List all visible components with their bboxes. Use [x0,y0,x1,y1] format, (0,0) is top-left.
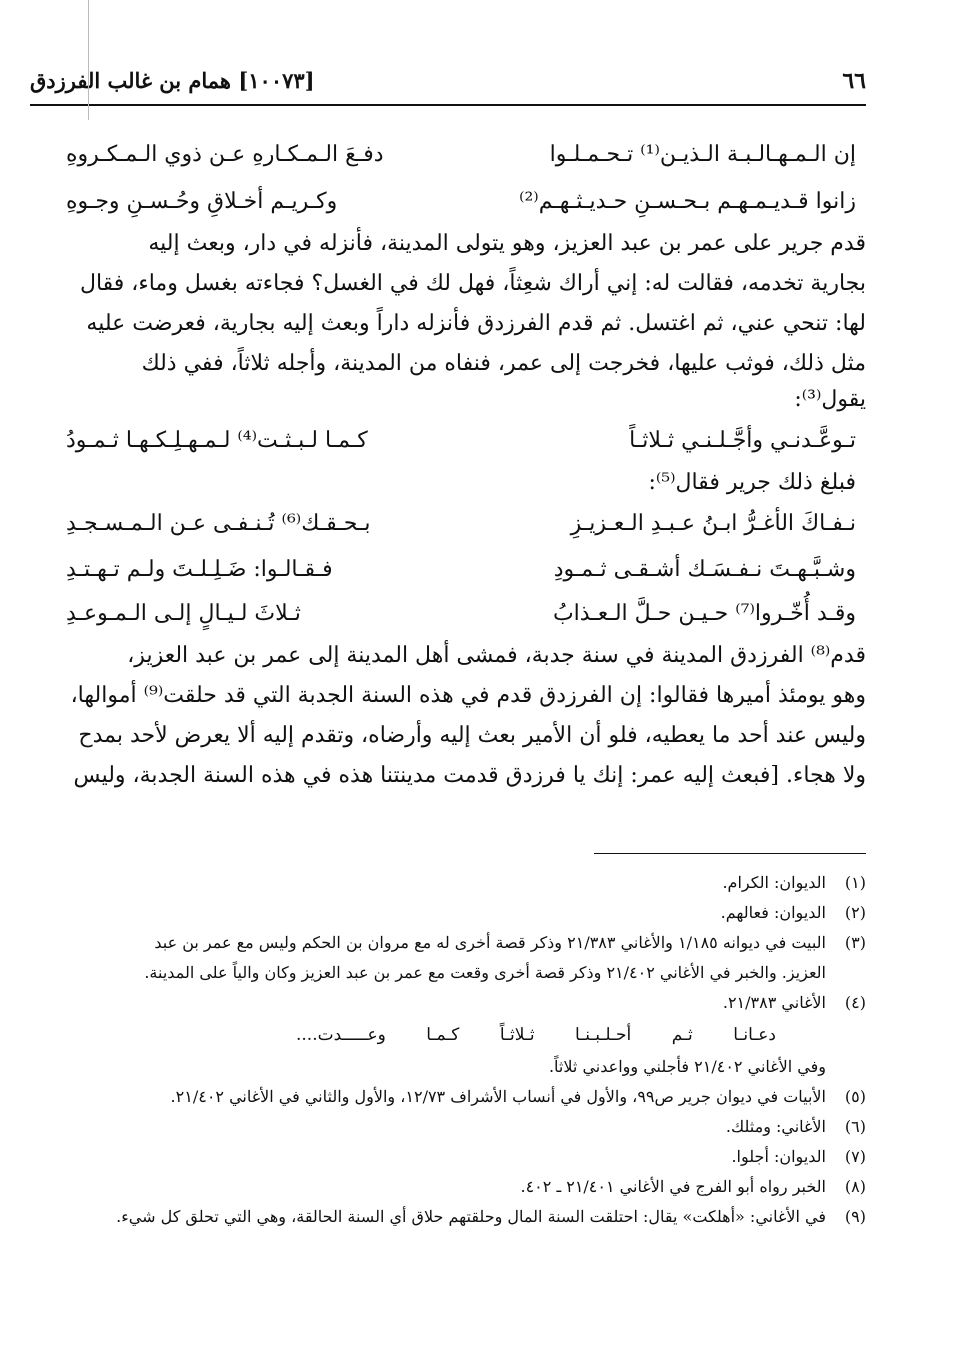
text-line: قدم جرير على عمر بن عبد العزيز، وهو يتولى المدينة، فأنزله في دار، وبعث إليه [148,231,866,256]
margin-mark [88,0,89,120]
footnote-rule [594,853,866,854]
footnote [60,898,866,928]
header-rule [30,104,866,106]
footnote-text: الأبيات في ديوان جرير ص٩٩، والأول في أنساب الأشراف ١٢/٧٣، والأول والثاني في الأغاني ٢١/٤٠٢. [170,1087,826,1106]
verse-hemistich: وشـبَّـهـتَ نـفـسَـك أشـقـى ثـمـودِ [553,557,856,582]
text-line: قدم⁽⁸⁾ الفرزدق المدينة في سنة جدبة، فمشى أهل المدينة إلى عمر بن عبد العزيز، [127,643,866,668]
footnote-verse-word: أحـلـبـنـا [575,1025,632,1045]
text-line: ولا هجاء. [فبعث إليه عمر: إنك يا فرزدق قدمت مدينتنا هذه في هذه السنة الجدبة، وليس [73,763,866,788]
footnote-number: (٣) [844,933,866,952]
footnote-number: (٢) [844,903,866,922]
footnote-line: العزيز. والخبر في الأغاني ٢١/٤٠٢ وذكر قصة أخرى وقعت مع عمر بن عبد العزيز وكان والياً على المدينة. [144,963,826,982]
footnote [60,1142,866,1172]
footnote-text: الأغاني: ومثلك. [725,1117,826,1136]
verse-line [34,180,866,224]
verse-hemistich: تـوعَّـدنـي وأجَّـلـنـي ثـلاثـاً [629,428,856,453]
footnote-subline: وفي الأغاني ٢١/٤٠٢ فأجلني وواعدني ثلاثاً. [548,1057,826,1076]
running-title: [١٠٠٧٣] همام بن غالب الفرزدق [30,68,315,93]
footnote [60,1112,866,1142]
footnote-text: الديوان: الكرام. [722,873,826,892]
footnote-verse-word: ثـلاثـاً [499,1025,535,1045]
footnote-verse-word: وعـــــدت.... [296,1025,386,1045]
paragraph [34,636,866,796]
verse-line [34,548,866,592]
page-number: ٦٦ [842,68,866,94]
footnote-verse [296,1018,776,1052]
footnote [60,1172,866,1202]
footnote [60,1082,866,1112]
footnote-line: البيت في ديوانه ١/١٨٥ والأغاني ٢١/٣٨٣ وذكر قصة أخرى له مع مروان بن الحكم وليس مع عمر بن عبد [154,933,826,952]
footnote [60,1202,866,1232]
footnote-number: (٩) [844,1207,866,1226]
paragraph [34,224,866,416]
verse-hemistich: كـمـا لـبـثـت⁽⁴⁾ لـمـهـلِـكـهـا ثـمـودُ [66,428,368,453]
verse-line [34,592,866,636]
footnote-verse-word: ثـم [671,1025,693,1045]
footnote-number: (٦) [844,1117,866,1136]
footnote-number: (٥) [844,1087,866,1106]
verse-hemistich: دفـعَ الـمـكـارهِ عـن ذوي الـمـكـروهِ [66,142,384,167]
verse-hemistich: ثـلاثَ لـيـالٍ إلـى الـمـوعـدِ [66,601,301,626]
verse-hemistich: وقـد أُخّـروا⁽⁷⁾ حـيـن حـلَّ الـعـذابُ [552,601,856,626]
footnote-number: (٨) [844,1177,866,1196]
footnote-text: الخبر رواه أبو الفرج في الأغاني ٢١/٤٠١ ـ ٤٠٢. [520,1177,826,1196]
footnote [60,988,866,1018]
footnote-text: الديوان: أجلوا. [731,1147,826,1166]
text-line: لها: تنحي عني، ثم اغتسل. ثم قدم الفرزدق فأنزله داراً وبعث إليه بجارية، فعرضت عليه [86,311,866,336]
footnote-verse-word: كـمـا [426,1025,460,1045]
footnote [60,928,866,988]
footnote-number: (٧) [844,1147,866,1166]
footnote-text: الديوان: فعالهم. [720,903,826,922]
verse-hemistich: وكـريـم أخـلاقِ وحُـسـنِ وجـوهِ [66,189,338,214]
verse-hemistich: إن الـمـهـالـبـة الـذيـن⁽¹⁾ تـحـمـلـوا [549,142,856,167]
footnote-text: الأغاني ٢١/٣٨٣. [722,993,826,1012]
verse-hemistich: نـفـاكَ الأغـرُّ ابـنُ عـبـدِ الـعـزيـزِ [570,511,856,536]
text-line: بجارية تخدمه، فقالت له: إني أراك شعِثاً، فهل لك في الغسل؟ فجاءته بغسل وماء، فقال [79,271,866,296]
verse-line [34,416,866,466]
main-text [34,130,866,796]
text-line: فبلغ ذلك جرير فقال⁽⁵⁾: [648,470,856,495]
verse-hemistich: زانوا قـديـمـهـم بـحـسـنِ حـديـثـهـم⁽²⁾ [519,189,856,214]
footnote [60,868,866,898]
footnote-text: في الأغاني: «أهلكت» يقال: احتلقت السنة المال وحلقتهم حلاق أي السنة الحالقة، وهي التي تحلق كل شيء. [116,1207,826,1226]
text-line: مثل ذلك، فوثب عليها، فخرجت إلى عمر، فنفاه من المدينة، وأجله ثلاثاً، ففي ذلك [141,351,866,376]
verse-hemistich: فـقـالـوا: ضَـلِـلـتَ ولـم تـهـتـدِ [66,557,333,582]
text-line: وهو يومئذ أميرها فقالوا: إن الفرزدق قدم في هذه السنة الجدبة التي قد حلقت⁽⁹⁾ أموالها، [70,683,866,708]
text-line: وليس عند أحد ما يعطيه، فلو أن الأمير بعث إليه وأرضاه، وتقدم إليه ألا يعرض لأحد بمدح [78,723,866,748]
verse-line [34,130,866,180]
footnotes [60,868,866,1232]
footnote-number: (١) [844,873,866,892]
verse-hemistich: بـحـقـك⁽⁶⁾ تُـنـفـى عـن الـمـسـجـدِ [66,511,371,536]
footnote-verse-word: دعـانـا [733,1025,776,1045]
footnote-number: (٤) [844,993,866,1012]
text-line: يقول⁽³⁾: [794,387,866,412]
page-header [30,68,866,102]
footnote-text [60,928,826,988]
verse-line [34,500,866,548]
